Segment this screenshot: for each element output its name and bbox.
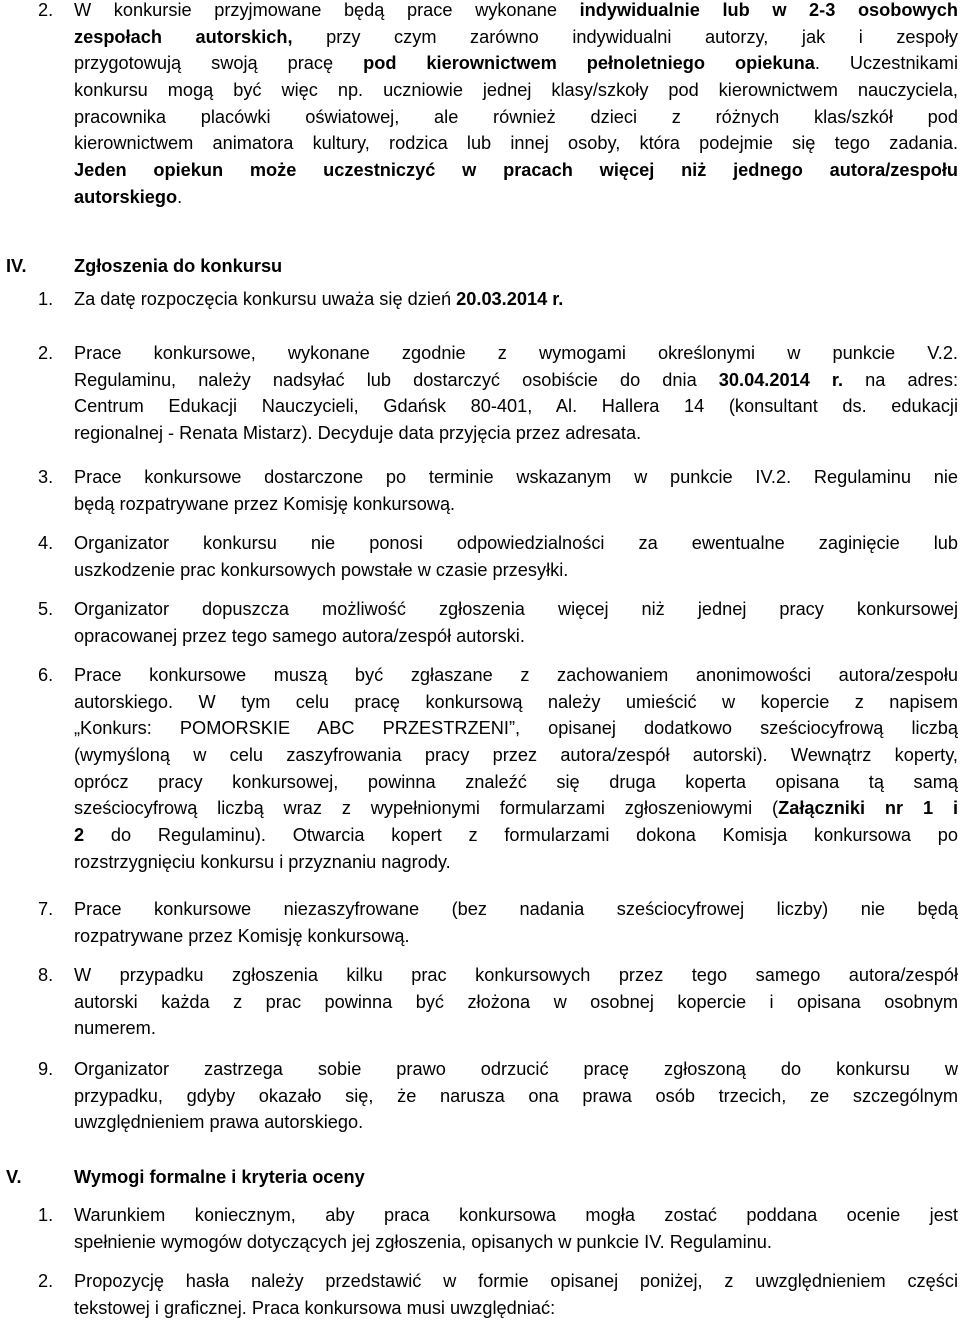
- text-run: Warunkiem koniecznym, aby praca konkursowa mogła zostać poddana ocenie jest: [74, 1205, 958, 1225]
- text-run: Organizator konkursu nie ponosi odpowiedzialności za ewentualne zaginięcie lub: [74, 533, 958, 553]
- text-run: (wymyśloną w celu zaszyfrowania pracy przez autora/zespół autorski). Wewnątrz koperty,: [74, 745, 958, 766]
- text-line: [74, 77, 958, 104]
- list-number: 9.: [38, 1059, 54, 1079]
- section-title-v: Wymogi formalne i kryteria oceny: [74, 1167, 365, 1187]
- text-run: sześciocyfrową liczbą wraz z wypełnionymi formularzami zgłoszeniowymi (: [74, 798, 779, 819]
- list-number: 4.: [38, 533, 54, 553]
- text-run: Organizator dopuszcza możliwość zgłoszenia więcej niż jednej pracy konkursowej: [74, 599, 958, 619]
- list-number: 8.: [38, 965, 54, 985]
- text-run: konkursu mogą być więc np. uczniowie jednej klasy/szkoły pod kierownictwem nauczyciela,: [74, 80, 958, 101]
- text-line: [74, 491, 958, 518]
- text-run: autorskiego. W tym celu pracę konkursową należy umieścić w kopercie z napisem: [74, 691, 958, 712]
- text-line: [74, 1109, 958, 1136]
- text-line: [74, 1268, 958, 1295]
- list-number: 6.: [38, 665, 54, 685]
- list-number: 3.: [38, 467, 54, 487]
- text-run: przypadku, gdyby okazało się, że narusza ona prawa osób trzecich, ze szczególnym: [74, 1085, 958, 1106]
- paragraph-text: [74, 1056, 958, 1136]
- bold-text-run: 30.04.2014 r.: [718, 369, 844, 390]
- text-line: [74, 769, 958, 796]
- paragraph-text: [74, 340, 958, 447]
- text-line: [74, 742, 958, 769]
- bold-text-run: 2: [74, 825, 85, 846]
- text-line: [74, 157, 958, 184]
- text-line: [74, 130, 958, 157]
- list-number: 5.: [38, 599, 54, 619]
- text-run: Prace konkursowe dostarczone po terminie wskazanym w punkcie IV.2. Regulaminu nie: [74, 467, 958, 487]
- text-run: Propozycję hasła należy przedstawić w formie opisanej poniżej, z uwzględnieniem części: [74, 1271, 958, 1291]
- list-number: 2.: [38, 1271, 54, 1291]
- text-run: regionalnej - Renata Mistarz). Decyduje data przyjęcia przez adresata.: [74, 423, 642, 444]
- bold-text-run: pod kierownictwem pełnoletniego opiekuna: [363, 53, 815, 74]
- text-line: [74, 530, 958, 557]
- text-line: [74, 822, 958, 849]
- text-run: .: [177, 186, 183, 207]
- text-run: W konkursie przyjmowane będą prace wykonane: [74, 0, 580, 20]
- text-line: [74, 420, 958, 447]
- section-title-iv: Zgłoszenia do konkursu: [74, 256, 283, 276]
- paragraph-text: [74, 962, 958, 1042]
- text-line: [74, 662, 958, 689]
- text-line: [74, 0, 958, 24]
- text-run: uszkodzenie prac konkursowych powstałe w czasie przesyłki.: [74, 559, 569, 580]
- text-run: tekstowej i graficznej. Praca konkursowa musi uwzględniać:: [74, 1297, 556, 1318]
- paragraph-text: [74, 1268, 958, 1321]
- text-run: Za datę rozpoczęcia konkursu uważa się dzień: [74, 289, 457, 309]
- text-line: [74, 962, 958, 989]
- section-roman-iv: IV.: [6, 256, 27, 276]
- text-run: kierownictwem animatora kultury, rodzica lub innej osoby, która podejmie się tego zadania.: [74, 133, 958, 154]
- text-line: [74, 989, 958, 1016]
- list-number: 2.: [38, 0, 54, 20]
- text-run: Regulaminu, należy nadsyłać lub dostarczyć osobiście do dnia: [74, 369, 719, 390]
- text-line: [74, 923, 958, 950]
- paragraph-text: [74, 596, 958, 649]
- list-number: 7.: [38, 899, 54, 919]
- text-run: Prace konkursowe niezaszyfrowane (bez nadania sześciocyfrowej liczby) nie będą: [74, 899, 958, 919]
- text-line: [74, 1083, 958, 1110]
- text-line: [74, 1295, 958, 1322]
- list-number: 1.: [38, 1205, 54, 1225]
- text-run: Organizator zastrzega sobie prawo odrzucić pracę zgłoszoną do konkursu w: [74, 1059, 958, 1079]
- text-run: . Uczestnikami: [814, 53, 958, 74]
- text-line: [74, 50, 958, 77]
- text-line: [74, 184, 958, 211]
- text-run: spełnienie wymogów dotyczących jej zgłoszenia, opisanych w punkcie IV. Regulaminu.: [74, 1231, 772, 1252]
- bold-text-run: Załączniki nr 1 i: [778, 798, 958, 819]
- text-run: pracownika placówki oświatowej, ale również dzieci z różnych klas/szkół pod: [74, 106, 958, 127]
- text-line: [74, 795, 958, 822]
- text-run: rozpatrywane przez Komisję konkursową.: [74, 925, 410, 946]
- text-line: [74, 104, 958, 131]
- bold-text-run: 20.03.2014 r.: [456, 289, 564, 309]
- list-number: 1.: [38, 289, 54, 309]
- text-line: [74, 367, 958, 394]
- text-run: do Regulaminu). Otwarcia kopert z formularzami dokona Komisja konkursowa po: [84, 825, 958, 846]
- paragraph-text: [74, 530, 958, 583]
- text-line: [74, 623, 958, 650]
- text-line: [74, 1202, 958, 1229]
- text-run: rozstrzygnięciu konkursu i przyznaniu nagrody.: [74, 851, 451, 872]
- bold-text-run: autorskiego: [74, 186, 178, 207]
- text-line: [74, 557, 958, 584]
- bold-text-run: Jeden opiekun może uczestniczyć w pracach więcej niż jednego autora/zespołu: [74, 160, 958, 181]
- paragraph-text: [74, 286, 958, 313]
- paragraph-text: [74, 896, 958, 949]
- bold-text-run: indywidualnie lub w 2-3 osobowych: [579, 0, 958, 20]
- section-roman-v: V.: [6, 1167, 22, 1187]
- text-run: Centrum Edukacji Nauczycieli, Gdańsk 80-401, Al. Hallera 14 (konsultant ds. edukacji: [74, 396, 958, 417]
- paragraph-text: [74, 662, 958, 876]
- text-line: [74, 24, 958, 51]
- text-line: [74, 715, 958, 742]
- text-run: „Konkurs: POMORSKIE ABC PRZESTRZENI”, opisanej dodatkowo sześciocyfrową liczbą: [74, 718, 958, 739]
- text-run: autorski każda z prac powinna być złożona w osobnej kopercie i opisana osobnym: [74, 991, 958, 1012]
- list-number: 2.: [38, 343, 54, 363]
- paragraph-text: [74, 0, 958, 211]
- text-run: opracowanej przez tego samego autora/zespół autorski.: [74, 625, 525, 646]
- text-run: numerem.: [74, 1018, 156, 1039]
- text-line: [74, 286, 958, 313]
- text-run: Prace konkursowe, wykonane zgodnie z wymogami określonymi w punkcie V.2.: [74, 343, 958, 363]
- text-run: przygotowują swoją pracę: [74, 53, 364, 74]
- text-line: [74, 849, 958, 876]
- text-line: [74, 340, 958, 367]
- text-line: [74, 1229, 958, 1256]
- bold-text-run: zespołach autorskich,: [74, 26, 293, 47]
- text-run: będą rozpatrywane przez Komisję konkursową.: [74, 493, 456, 514]
- text-line: [74, 1015, 958, 1042]
- text-line: [74, 896, 958, 923]
- text-run: Prace konkursowe muszą być zgłaszane z zachowaniem anonimowości autora/zespołu: [74, 665, 958, 685]
- paragraph-text: [74, 464, 958, 517]
- text-run: oprócz pracy konkursowej, powinna znaleźć się druga koperta opisana tą samą: [74, 771, 958, 792]
- paragraph-text: [74, 1202, 958, 1255]
- text-line: [74, 464, 958, 491]
- text-run: uwzględnieniem prawa autorskiego.: [74, 1112, 364, 1133]
- text-run: na adres:: [843, 369, 958, 390]
- text-line: [74, 393, 958, 420]
- text-run: przy czym zarówno indywidualni autorzy, jak i zespoły: [292, 26, 959, 47]
- text-line: [74, 689, 958, 716]
- text-line: [74, 596, 958, 623]
- text-run: W przypadku zgłoszenia kilku prac konkursowych przez tego samego autora/zespół: [74, 965, 958, 985]
- text-line: [74, 1056, 958, 1083]
